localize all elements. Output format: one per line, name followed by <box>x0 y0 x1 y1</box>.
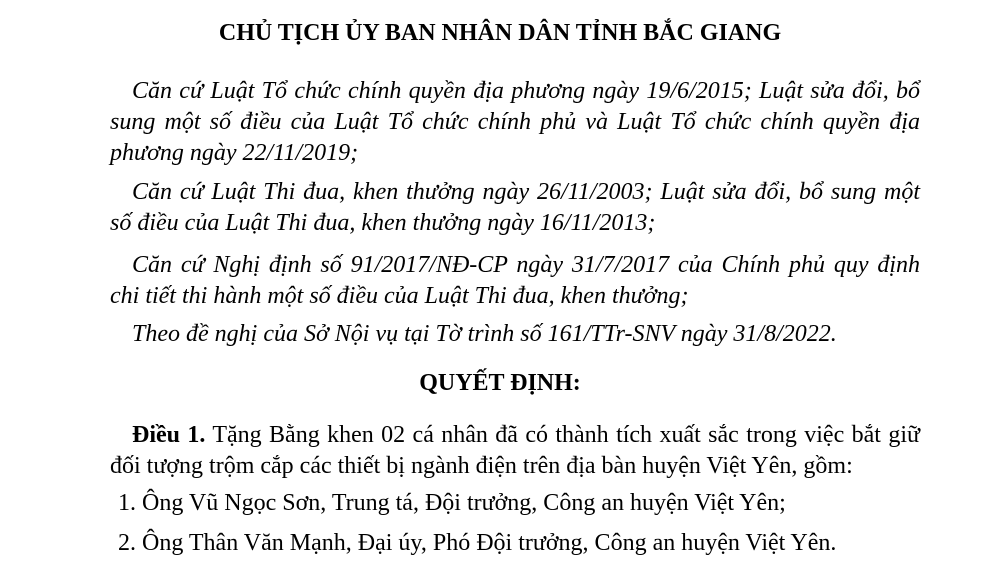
decision-heading: QUYẾT ĐỊNH: <box>419 370 581 396</box>
preamble-4: Theo đề nghị của Sở Nội vụ tại Tờ trình số 161/TTr-SNV ngày 31/8/2022. <box>132 321 837 347</box>
article-1-label: Điều 1. <box>132 422 206 448</box>
preamble-1: Căn cứ Luật Tổ chức chính quyền địa phương ngày 19/6/2015; Luật sửa đổi, bổ sung một số điều của Luật Tổ chức chính phủ và Luật Tổ chức chính quyền địa phương ngày 22/11/2019; <box>110 78 920 166</box>
document-title: CHỦ TỊCH ỦY BAN NHÂN DÂN TỈNH BẮC GIANG <box>218 20 782 46</box>
preamble-3: Căn cứ Nghị định số 91/2017/NĐ-CP ngày 31/7/2017 của Chính phủ quy định chi tiết thi hành một số điều của Luật Thi đua, khen thưởng; <box>110 252 920 309</box>
recipient-2: 2. Ông Thân Văn Mạnh, Đại úy, Phó Đội trưởng, Công an huyện Việt Yên. <box>118 530 837 556</box>
preamble-2: Căn cứ Luật Thi đua, khen thưởng ngày 26/11/2003; Luật sửa đổi, bổ sung một số điều của Luật Thi đua, khen thưởng ngày 16/11/2013; <box>110 179 920 236</box>
article-1 <box>110 420 920 482</box>
article-1-text: Tặng Bằng khen 02 cá nhân đã có thành tích xuất sắc trong việc bắt giữ đối tượng trộm cắp các thiết bị ngành điện trên địa bàn huyện Việt Yên, gồm: <box>110 422 920 479</box>
recipient-1: 1. Ông Vũ Ngọc Sơn, Trung tá, Đội trưởng, Công an huyện Việt Yên; <box>118 490 786 516</box>
